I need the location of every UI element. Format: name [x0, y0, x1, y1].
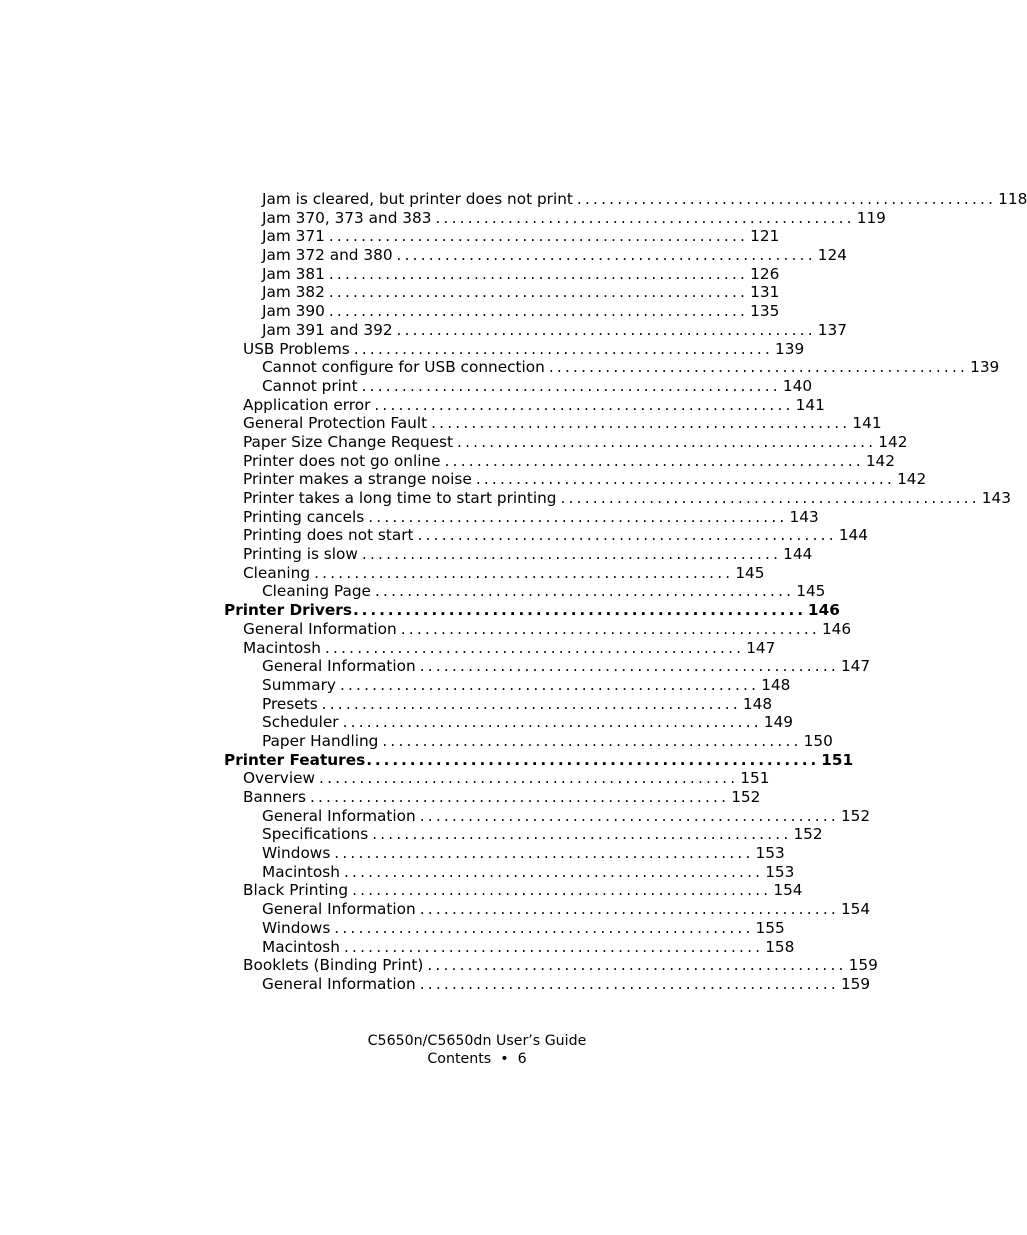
- toc-entry-page: 148: [742, 694, 773, 713]
- toc-entry[interactable]: [224, 862, 795, 882]
- toc-entry-title: Cannot configure for USB connection: [262, 358, 545, 377]
- toc-entry-page: 141: [795, 395, 825, 414]
- toc-entry[interactable]: [224, 451, 896, 471]
- footer-guide-title: C5650n/C5650dn User’s Guide: [367, 1033, 587, 1049]
- footer-section-page: Contents • 6: [427, 1051, 527, 1067]
- toc-entry[interactable]: [224, 694, 773, 714]
- dot-leader: ....................................................: [576, 190, 997, 208]
- toc-entry-title: Specifications: [262, 825, 369, 844]
- toc-entry-page: 145: [735, 563, 765, 582]
- toc-entry-page: 158: [765, 937, 795, 956]
- dot-leader: ....................................................: [342, 713, 762, 732]
- toc-entry-page: 143: [981, 489, 1011, 507]
- dot-leader: ....................................................: [396, 246, 816, 265]
- toc-entry-page: 148: [761, 675, 791, 694]
- toc-entry[interactable]: [224, 545, 813, 564]
- toc-entry-title: Presets: [262, 694, 318, 713]
- toc-entry-title: Jam 390: [262, 302, 325, 321]
- toc-entry[interactable]: [224, 806, 871, 826]
- toc-entry-page: 131: [750, 283, 780, 302]
- dot-leader: ....................................................: [548, 358, 969, 377]
- dot-leader: ....................................................: [396, 320, 816, 339]
- toc-entry[interactable]: [224, 264, 780, 284]
- toc-entry[interactable]: [224, 563, 765, 583]
- toc-entry[interactable]: [224, 395, 825, 415]
- dot-leader: ....................................................: [353, 339, 774, 358]
- dot-leader: ....................................................: [343, 862, 764, 881]
- toc-entry[interactable]: [224, 844, 785, 863]
- dot-leader: ....................................................: [328, 264, 749, 283]
- page-footer: [0, 1032, 954, 1068]
- toc-entry-title: Printing is slow: [243, 545, 358, 564]
- toc-entry[interactable]: [224, 432, 908, 452]
- dot-leader: ....................................................: [328, 227, 749, 246]
- toc-entry[interactable]: [224, 601, 840, 620]
- dot-leader: ....................................................: [431, 414, 851, 433]
- toc-entry[interactable]: [224, 208, 886, 228]
- toc-entry-title: Cannot print: [262, 376, 358, 395]
- dot-leader: ....................................................: [321, 694, 741, 713]
- toc-entry-title: Windows: [262, 844, 331, 863]
- dot-leader: ....................................................: [366, 750, 820, 769]
- dot-leader: ....................................................: [419, 974, 839, 993]
- toc-entry-title: Macintosh: [262, 862, 340, 881]
- dot-leader: ....................................................: [382, 731, 802, 750]
- toc-entry-page: 151: [821, 750, 854, 769]
- toc-entry-title: Jam 382: [262, 283, 325, 302]
- toc-entry[interactable]: [224, 713, 794, 732]
- toc-entry-title: Printer Features: [224, 750, 366, 769]
- toc-entry-page: 144: [838, 526, 869, 545]
- toc-entry[interactable]: [224, 414, 882, 433]
- dot-leader: ....................................................: [309, 788, 730, 806]
- toc-entry-title: Overview: [243, 769, 316, 788]
- toc-entry-page: 150: [803, 731, 833, 750]
- toc-entry-title: Banners: [243, 788, 306, 806]
- toc-entry-page: 152: [793, 825, 823, 844]
- toc-entry[interactable]: [224, 320, 847, 340]
- dot-leader: ....................................................: [372, 825, 792, 844]
- toc-entry[interactable]: [224, 339, 805, 359]
- dot-leader: ....................................................: [419, 657, 839, 676]
- toc-entry-page: 135: [750, 302, 780, 321]
- toc-entry[interactable]: [224, 227, 780, 246]
- toc-entry-page: 153: [755, 844, 785, 863]
- toc-entry[interactable]: [224, 283, 780, 302]
- dot-leader: ....................................................: [334, 844, 754, 863]
- toc-entry-title: Summary: [262, 675, 336, 694]
- toc-entry-page: 152: [840, 806, 871, 825]
- dot-leader: ....................................................: [400, 619, 820, 638]
- toc-entry[interactable]: [224, 619, 852, 639]
- toc-entry-title: Cleaning: [243, 563, 311, 582]
- toc-entry-title: Printer takes a long time to start printing: [243, 489, 557, 507]
- toc-entry-page: 146: [821, 619, 852, 638]
- dot-leader: ....................................................: [368, 507, 788, 526]
- toc-entry-page: 139: [775, 339, 805, 358]
- toc-entry[interactable]: [224, 582, 826, 601]
- toc-entry[interactable]: [224, 918, 785, 938]
- toc-entry[interactable]: [224, 638, 776, 658]
- toc-entry[interactable]: [224, 657, 871, 676]
- dot-leader: ....................................................: [328, 283, 749, 302]
- toc-entry[interactable]: [224, 470, 927, 489]
- toc-entry[interactable]: [224, 675, 791, 695]
- toc-entry-title: General Information: [262, 900, 416, 919]
- dot-leader: ....................................................: [374, 395, 794, 414]
- dot-leader: ....................................................: [419, 806, 839, 825]
- toc-entry-page: 145: [796, 582, 826, 601]
- toc-entry-page: 142: [897, 470, 927, 489]
- toc-entry-page: 152: [731, 788, 761, 806]
- toc-entry[interactable]: [224, 900, 871, 919]
- dot-leader: ....................................................: [417, 526, 837, 545]
- toc-entry[interactable]: [224, 956, 878, 975]
- toc-entry-page: 137: [817, 320, 847, 339]
- toc-entry-title: Jam 381: [262, 264, 325, 283]
- dot-leader: ....................................................: [334, 918, 754, 937]
- toc-entry[interactable]: [224, 246, 847, 265]
- toc-entry-title: Printer Drivers: [224, 601, 352, 620]
- toc-entry[interactable]: [224, 358, 1000, 377]
- table-of-contents: [224, 190, 1027, 994]
- toc-entry-page: 118: [998, 190, 1027, 208]
- toc-entry-page: 142: [865, 451, 896, 470]
- toc-entry-page: 149: [763, 713, 794, 732]
- toc-entry-title: Black Printing: [243, 881, 349, 900]
- toc-entry-title: General Protection Fault: [243, 414, 428, 433]
- dot-leader: ....................................................: [361, 545, 782, 564]
- dot-leader: ....................................................: [435, 208, 855, 227]
- toc-entry-page: 121: [750, 227, 780, 246]
- dot-leader: ....................................................: [328, 302, 749, 321]
- toc-entry[interactable]: [224, 489, 1011, 508]
- toc-entry[interactable]: [224, 731, 833, 751]
- dot-leader: ....................................................: [324, 638, 745, 657]
- toc-entry-page: 126: [750, 264, 780, 283]
- toc-entry-title: General Information: [243, 619, 397, 638]
- toc-entry-page: 159: [840, 974, 871, 993]
- toc-entry-title: Windows: [262, 918, 331, 937]
- dot-leader: ....................................................: [475, 470, 896, 489]
- toc-entry-page: 159: [848, 956, 878, 975]
- dot-leader: ....................................................: [560, 489, 980, 507]
- toc-entry[interactable]: [224, 507, 819, 527]
- toc-entry[interactable]: [224, 788, 761, 807]
- toc-entry[interactable]: [224, 881, 803, 900]
- dot-leader: ....................................................: [352, 881, 772, 900]
- toc-entry-page: 154: [773, 881, 803, 900]
- toc-entry-title: Booklets (Binding Print): [243, 956, 424, 975]
- dot-leader: ....................................................: [444, 451, 864, 470]
- toc-entry-title: Cleaning Page: [262, 582, 371, 601]
- toc-entry[interactable]: [224, 376, 813, 396]
- toc-entry[interactable]: [224, 302, 780, 321]
- toc-entry[interactable]: [224, 974, 871, 994]
- toc-entry-title: Jam 391 and 392: [262, 320, 393, 339]
- toc-entry[interactable]: [224, 750, 854, 770]
- toc-entry-page: 155: [755, 918, 785, 937]
- toc-entry-page: 141: [852, 414, 882, 433]
- dot-leader: ....................................................: [343, 937, 764, 956]
- toc-entry-page: 142: [878, 432, 908, 451]
- toc-entry-page: 119: [856, 208, 886, 227]
- toc-entry-title: Application error: [243, 395, 371, 414]
- dot-leader: ....................................................: [427, 956, 847, 975]
- toc-entry-page: 151: [740, 769, 770, 788]
- toc-entry-title: General Information: [262, 657, 416, 676]
- dot-leader: ....................................................: [457, 432, 877, 451]
- toc-entry-page: 140: [782, 376, 813, 395]
- toc-entry-page: 153: [765, 862, 795, 881]
- toc-entry-page: 139: [970, 358, 1000, 377]
- toc-entry-title: Macintosh: [262, 937, 340, 956]
- toc-entry[interactable]: [224, 190, 1027, 209]
- toc-entry-title: Jam 372 and 380: [262, 246, 393, 265]
- dot-leader: ....................................................: [352, 601, 806, 620]
- toc-entry[interactable]: [224, 769, 770, 788]
- toc-entry-title: Scheduler: [262, 713, 339, 732]
- toc-entry-page: 147: [840, 657, 871, 676]
- toc-entry-page: 147: [746, 638, 776, 657]
- toc-entry-title: Paper Handling: [262, 731, 379, 750]
- toc-entry-page: 154: [840, 900, 871, 919]
- toc-entry-title: Printer does not go online: [243, 451, 441, 470]
- toc-entry-title: General Information: [262, 806, 416, 825]
- toc-entry[interactable]: [224, 937, 795, 957]
- toc-entry[interactable]: [224, 825, 823, 844]
- toc-entry-title: Macintosh: [243, 638, 321, 657]
- dot-leader: ....................................................: [314, 563, 734, 582]
- toc-entry-title: Paper Size Change Request: [243, 432, 454, 451]
- toc-entry-title: Printer makes a strange noise: [243, 470, 472, 489]
- dot-leader: ....................................................: [419, 900, 839, 919]
- toc-entry-page: 144: [783, 545, 813, 564]
- dot-leader: ....................................................: [374, 582, 795, 601]
- toc-entry-title: Printing does not start: [243, 526, 414, 545]
- toc-entry[interactable]: [224, 526, 869, 545]
- dot-leader: ....................................................: [361, 376, 781, 395]
- toc-entry-title: Jam 370, 373 and 383: [262, 208, 432, 227]
- toc-entry-page: 124: [817, 246, 847, 265]
- toc-entry-title: General Information: [262, 974, 416, 993]
- toc-entry-title: Printing cancels: [243, 507, 365, 526]
- toc-entry-title: Jam 371: [262, 227, 325, 246]
- dot-leader: ....................................................: [319, 769, 739, 788]
- toc-entry-title: Jam is cleared, but printer does not print: [262, 190, 573, 208]
- toc-entry-page: 146: [807, 601, 840, 620]
- dot-leader: ....................................................: [339, 675, 760, 694]
- toc-entry-page: 143: [789, 507, 819, 526]
- toc-entry-title: USB Problems: [243, 339, 350, 358]
